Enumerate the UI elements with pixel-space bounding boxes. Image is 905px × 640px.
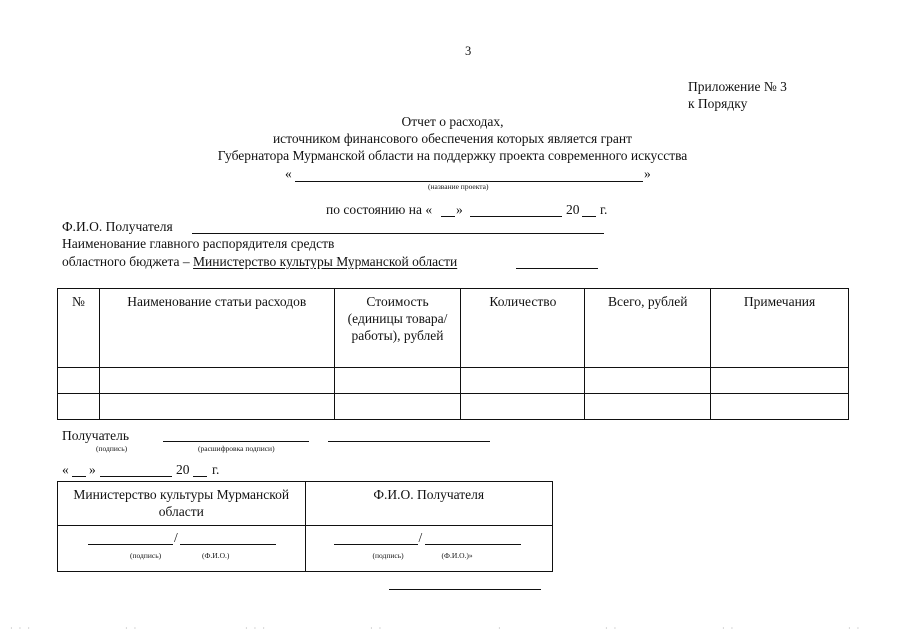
distributor-line1: Наименование главного распорядителя средств <box>62 236 335 251</box>
table-cell[interactable] <box>58 394 100 420</box>
ministry-sign-caption: (подпись) <box>130 551 162 560</box>
distributor-ministry: Министерство культуры Мурманской области <box>193 254 458 269</box>
recipient-name-field[interactable] <box>192 233 604 234</box>
recipient-fio-header: Ф.И.О. Получателя <box>305 482 552 526</box>
table-cell[interactable] <box>334 368 461 394</box>
table-cell[interactable] <box>334 394 461 420</box>
scan-noise: · · · <box>10 624 32 633</box>
date-close-quote: » <box>89 462 96 477</box>
table-cell[interactable] <box>711 368 849 394</box>
header-notes: Примечания <box>711 289 849 368</box>
table-cell[interactable] <box>585 394 711 420</box>
distributor-line2 <box>62 254 457 270</box>
header-total: Всего, рублей <box>585 289 711 368</box>
signature-caption: (подпись) <box>96 444 128 453</box>
as-of-year-prefix: 20 <box>566 202 580 217</box>
scan-noise: · <box>498 624 503 633</box>
page-number: 3 <box>465 44 472 58</box>
expense-table <box>57 288 849 420</box>
recipient-fio-field[interactable] <box>425 544 521 545</box>
date-day-field[interactable] <box>72 476 86 477</box>
expense-table-header <box>58 289 849 368</box>
date-open-quote: « <box>62 462 69 477</box>
header-expense-item: Наименование статьи расходов <box>99 289 334 368</box>
date-year-prefix: 20 <box>176 462 190 477</box>
header-quantity: Количество <box>461 289 585 368</box>
report-title-line1: Отчет о расходах, <box>401 114 504 129</box>
table-cell[interactable] <box>99 394 334 420</box>
report-title-line3: Губернатора Мурманской области на поддержку проекта современного искусства <box>217 148 688 163</box>
signature-field[interactable] <box>163 441 309 442</box>
sign-table-header <box>58 482 553 526</box>
ministry-fio-caption: (Ф.И.О.) <box>202 551 230 560</box>
table-row <box>58 368 849 394</box>
header-number: № <box>58 289 100 368</box>
scan-noise: · · <box>722 624 736 633</box>
ministry-signature-cell <box>58 526 306 572</box>
recipient-fio-caption: (Ф.И.О.)» <box>441 551 473 560</box>
distributor-prefix: областного бюджета – <box>62 254 194 269</box>
as-of-year-field[interactable] <box>582 216 596 217</box>
signature-label: Получатель <box>62 428 130 443</box>
table-cell[interactable] <box>711 394 849 420</box>
ministry-signature-field[interactable] <box>88 544 173 545</box>
date-year-suffix: г. <box>212 462 220 477</box>
recipient-signature-field[interactable] <box>334 544 418 545</box>
appendix-number: Приложение № 3 <box>688 79 787 94</box>
scan-noise: · · <box>848 624 862 633</box>
sign-table <box>57 481 553 572</box>
table-cell[interactable] <box>461 394 585 420</box>
recipient-slash: / <box>418 530 423 545</box>
appendix-reference: к Порядку <box>688 96 748 111</box>
scan-noise: · · <box>370 624 384 633</box>
header-unit-cost: Стоимость (единицы товара/работы), рублей <box>334 289 461 368</box>
project-open-quote: « <box>285 166 292 181</box>
report-title-line2: источником финансового обеспечения которых является грант <box>272 131 633 146</box>
as-of-day-field[interactable] <box>441 216 455 217</box>
recipient-signature-cell <box>305 526 552 572</box>
as-of-close-quote: » <box>456 202 463 217</box>
date-month-field[interactable] <box>100 476 172 477</box>
date-year-field[interactable] <box>193 476 207 477</box>
table-cell[interactable] <box>99 368 334 394</box>
project-close-quote: » <box>644 166 651 181</box>
closing-line <box>389 589 541 590</box>
as-of-prefix: по состоянию на « <box>326 202 433 217</box>
as-of-year-suffix: г. <box>600 202 608 217</box>
signature-decode-caption: (расшифровка подписи) <box>198 444 275 453</box>
ministry-slash: / <box>174 530 178 545</box>
table-cell[interactable] <box>58 368 100 394</box>
ministry-fio-field[interactable] <box>180 544 276 545</box>
project-name-caption: (название проекта) <box>428 182 489 191</box>
distributor-extra-line <box>516 268 598 269</box>
scan-noise: · · <box>605 624 619 633</box>
sign-table-row <box>58 526 553 572</box>
ministry-header: Министерство культуры Мурманской области <box>58 482 306 526</box>
table-row <box>58 394 849 420</box>
recipient-label: Ф.И.О. Получателя <box>62 219 173 234</box>
recipient-sign-caption: (подпись) <box>372 551 404 560</box>
table-cell[interactable] <box>585 368 711 394</box>
table-cell[interactable] <box>461 368 585 394</box>
signature-decode-field[interactable] <box>328 441 490 442</box>
scan-noise: · · <box>125 624 139 633</box>
scan-noise: · · · <box>245 624 267 633</box>
as-of-month-field[interactable] <box>470 216 562 217</box>
